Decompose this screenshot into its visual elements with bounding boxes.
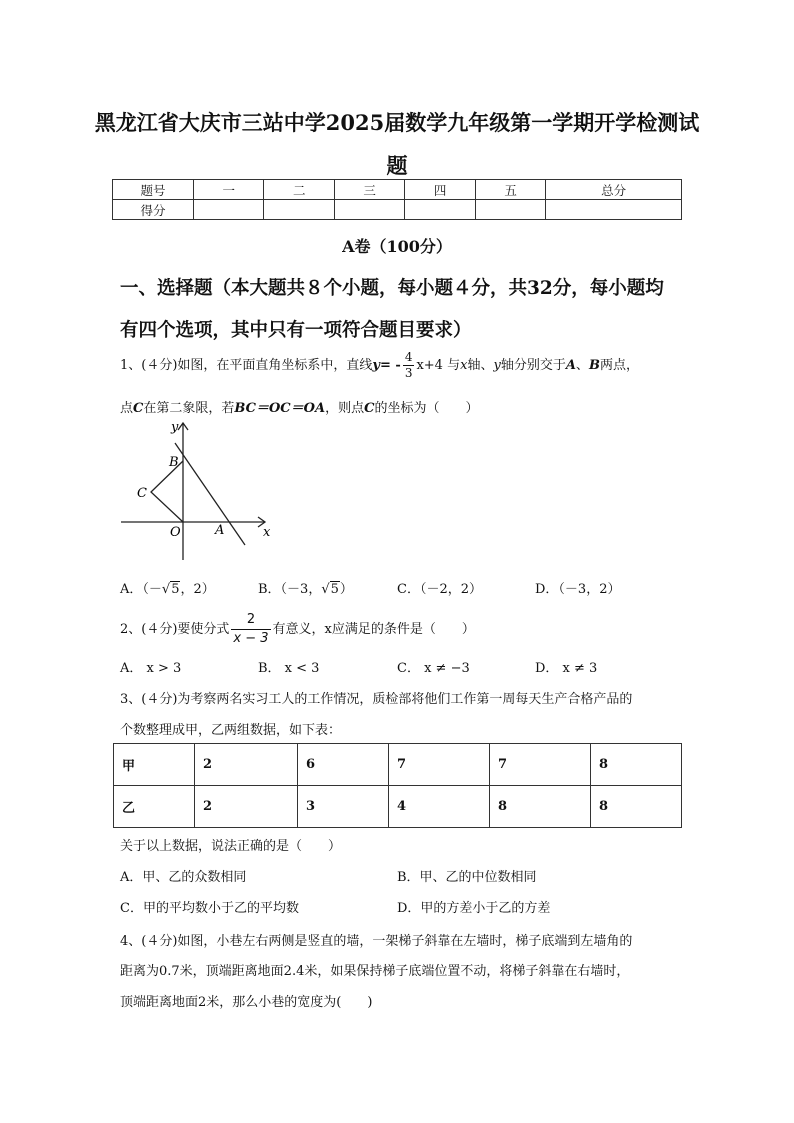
table-cell: 8 [591, 744, 682, 786]
q3-option-b[interactable]: B．甲、乙的中位数相同 [397, 870, 537, 885]
q1-end1: 两点， [599, 358, 639, 373]
q1-frac-den: 3 [404, 366, 413, 380]
q2-frac-num: 2 [231, 611, 270, 630]
q2-frac-den: x − 3 [233, 631, 269, 646]
q2-suffix: 有意义，x应满足的条件是（ ） [272, 622, 475, 637]
q1-point-a: A [565, 358, 576, 373]
q2-fraction [231, 611, 270, 648]
score-cell [546, 200, 682, 220]
volume-title: A卷（100分） [342, 237, 452, 256]
q1-point-c: C [133, 401, 144, 416]
q2-option-b[interactable]: B． x < 3 [258, 661, 320, 676]
table-cell: 2 [195, 744, 298, 786]
q1-option-a-post: ，2） [180, 582, 215, 597]
q3-option-d[interactable]: D．甲的方差小于乙的方差 [397, 901, 551, 916]
score-header-cell: 总分 [546, 180, 682, 200]
segments-bc-co [151, 461, 183, 522]
table-cell: 4 [389, 786, 490, 828]
label-x: x [263, 525, 271, 540]
q1-line2-b: 在第二象限，若 [143, 401, 235, 416]
q1-fraction [403, 350, 415, 381]
q2-prefix: 2、(４分)要使分式 [120, 622, 230, 637]
q3-question: 关于以上数据，说法正确的是（ ） [120, 839, 342, 854]
q1-equals: = - [379, 358, 401, 373]
q1-option-a-radicand: 5 [171, 582, 180, 597]
q1-after-frac: x+4 与 [416, 358, 461, 373]
score-table [112, 179, 682, 220]
question-3-line-1: 3、(４分)为考察两名实习工人的工作情况，质检部将他们工作第一周每天生产合格产品的 [120, 692, 633, 707]
q1-option-b-pre: B．（－3， [258, 582, 322, 597]
q1-line2-a: 点 [120, 401, 134, 416]
score-cell [264, 200, 334, 220]
label-y: y [171, 420, 179, 435]
q3-option-c[interactable]: C．甲的平均数小于乙的平均数 [120, 901, 299, 916]
table-cell: 8 [490, 786, 591, 828]
score-header-cell: 二 [264, 180, 334, 200]
q1-mid2: 轴分别交于 [500, 358, 566, 373]
document-title: 黑龙江省大庆市三站中学2025届数学九年级第一学期开学检测试 [94, 110, 700, 135]
score-cell [334, 200, 404, 220]
q1-sep: 、 [575, 358, 589, 373]
q2-option-c[interactable]: C． x ≠ −3 [397, 661, 470, 676]
score-cell [475, 200, 545, 220]
question-4-line-1: 4、(４分)如图，小巷左右两侧是竖直的墙，一架梯子斜靠在左墙时，梯子底端到左墙角的 [120, 934, 633, 949]
sqrt-icon: √5 [321, 582, 339, 597]
document-title-continued: 题 [386, 153, 408, 178]
question-4-line-2: 距离为0.7米，顶端距离地面2.4米，如果保持梯子底端位置不动，将梯子斜靠在右墙时， [120, 964, 630, 979]
label-o: O [170, 525, 181, 540]
section-heading: 一、选择题（本大题共８个小题，每小题４分，共32分，每小题均 [120, 278, 664, 299]
q1-var-y: y [372, 358, 380, 373]
q1-mid1: 轴、 [467, 358, 494, 373]
label-c: C [137, 486, 147, 501]
score-table-header-row [113, 180, 682, 200]
q1-option-b[interactable] [258, 578, 353, 597]
question-1-line-1 [120, 350, 639, 381]
q3-option-a[interactable]: A．甲、乙的众数相同 [120, 870, 247, 885]
table-cell: 7 [490, 744, 591, 786]
question-1-line-2 [120, 397, 478, 416]
label-a: A [215, 523, 225, 538]
score-row-label: 得分 [113, 200, 194, 220]
q1-option-a[interactable] [120, 578, 215, 597]
question-3-line-2: 个数整理成甲，乙两组数据，如下表： [120, 723, 342, 738]
q1-point-c-2: C [364, 401, 375, 416]
q1-option-b-post: ） [339, 582, 353, 597]
q1-prefix: 1、(４分)如图，在平面直角坐标系中，直线 [120, 358, 373, 373]
q1-option-c[interactable]: C．（－2，2） [397, 582, 482, 597]
q1-x-axis: x [460, 358, 468, 373]
score-header-cell: 题号 [113, 180, 194, 200]
line-ab [175, 443, 245, 545]
score-table-score-row [113, 200, 682, 220]
table-cell: 6 [298, 744, 389, 786]
question-2 [120, 611, 475, 648]
score-header-cell: 三 [334, 180, 404, 200]
q1-y-axis: y [493, 358, 501, 373]
table-cell: 3 [298, 786, 389, 828]
score-header-cell: 五 [475, 180, 545, 200]
table-cell: 2 [195, 786, 298, 828]
table-cell: 7 [389, 744, 490, 786]
q1-option-d[interactable]: D．（－3，2） [535, 582, 621, 597]
sqrt-icon: √5 [161, 582, 180, 597]
q1-point-b: B [588, 358, 600, 373]
q3-data-table [113, 743, 682, 828]
q2-option-a[interactable]: A． x > 3 [120, 661, 182, 676]
q1-line2-c: ，则点 [325, 401, 365, 416]
q1-condition: BC＝OC＝OA [234, 401, 326, 416]
label-b: B [169, 455, 179, 470]
q1-frac-num: 4 [404, 350, 413, 364]
q1-option-b-radicand: 5 [330, 582, 339, 597]
score-header-cell: 四 [405, 180, 475, 200]
question-4-line-3: 顶端距离地面2米，那么小巷的宽度为( ) [120, 995, 373, 1010]
section-heading-continued: 有四个选项，其中只有一项符合题目要求） [120, 320, 472, 341]
table-cell: 甲 [114, 744, 195, 786]
table-row [114, 786, 682, 828]
table-cell: 乙 [114, 786, 195, 828]
table-cell: 8 [591, 786, 682, 828]
score-header-cell: 一 [194, 180, 264, 200]
score-cell [405, 200, 475, 220]
table-row [114, 744, 682, 786]
score-cell [194, 200, 264, 220]
q1-coordinate-figure [115, 415, 275, 565]
q1-option-a-pre: A．（－ [120, 582, 162, 597]
q2-option-d[interactable]: D． x ≠ 3 [535, 661, 598, 676]
q1-line2-d: 的坐标为（ ） [374, 401, 479, 416]
